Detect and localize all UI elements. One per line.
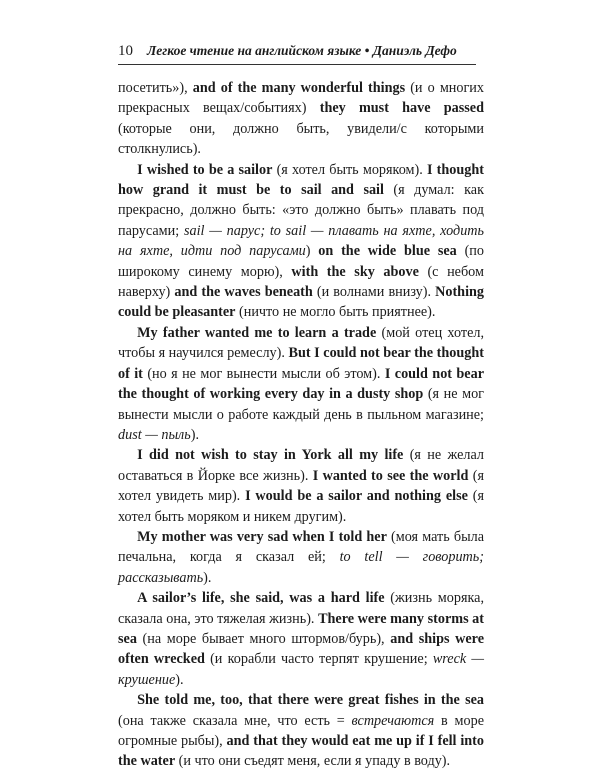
english-phrase: Nothing could be pleasanter bbox=[118, 284, 484, 321]
translation-text: (я хотел быть моряком). bbox=[272, 161, 427, 178]
english-phrase: and of the many wonderful things bbox=[192, 80, 406, 96]
translation-text: посетить»), bbox=[118, 80, 193, 96]
paragraph bbox=[118, 323, 484, 445]
english-phrase: I wished to be a sailor bbox=[137, 161, 273, 178]
translation-text: ). bbox=[190, 426, 199, 443]
vocabulary-note: встречаются bbox=[351, 712, 435, 729]
paragraph bbox=[118, 445, 484, 527]
translation-text: ). bbox=[175, 671, 184, 688]
translation-text: (жизнь моряка, сказала она, это тяжелая жизнь). bbox=[118, 590, 485, 627]
english-phrase: I would be a sailor and nothing else bbox=[245, 488, 468, 505]
translation-text: (я хотел увидеть мир). bbox=[118, 467, 484, 505]
translation-text: (я не желал оставаться в Йорке все жизнь). bbox=[118, 447, 484, 484]
page-header bbox=[118, 40, 476, 65]
english-phrase: I wanted to see the world bbox=[312, 467, 469, 484]
translation-text: в море огромные рыбы), bbox=[118, 712, 484, 749]
vocabulary-note: sail — парус; to sail — плавать на яхте, ходить на яхте, идти под парусами bbox=[118, 222, 484, 260]
translation-text: ) bbox=[305, 243, 319, 260]
translation-text: (и о многих прекрасных вещах/событиях) bbox=[118, 80, 484, 117]
english-phrase: My father wanted me to learn a trade bbox=[137, 324, 377, 341]
translation-text: (на море бывает много штормов/бурь), bbox=[136, 630, 391, 647]
vocabulary-note: dust — пыль bbox=[118, 426, 191, 443]
paragraph bbox=[118, 160, 484, 323]
english-phrase: I thought how grand it must be to sail and sail bbox=[118, 161, 484, 199]
english-phrase: and that they would eat me up if I fell into the water bbox=[118, 733, 484, 770]
translation-text: (я не мог вынести мысли о работе каждый день в пыльном магазине; bbox=[118, 386, 484, 423]
translation-text: (но я не мог вынести мысли об этом). bbox=[142, 365, 385, 382]
translation-text: (моя мать была печальна, когда я сказал ей; bbox=[118, 528, 484, 566]
vocabulary-note: wreck — крушение bbox=[118, 651, 484, 688]
english-phrase: She told me, too, that there were great fishes in the sea bbox=[137, 692, 484, 709]
english-phrase: I did not wish to stay in York all my life bbox=[137, 447, 404, 464]
translation-text: (я хотел быть моряком и никем другим). bbox=[118, 488, 484, 525]
english-phrase: A sailor’s life, she said, was a hard life bbox=[137, 590, 385, 607]
translation-text: (и корабли часто терпят крушение; bbox=[204, 651, 433, 668]
english-phrase: they must have passed bbox=[319, 100, 484, 117]
english-phrase: I could not bear the thought of working every day in a dusty shop bbox=[118, 365, 484, 403]
paragraph bbox=[118, 588, 484, 690]
page-body bbox=[118, 78, 484, 772]
english-phrase: There were many storms at sea bbox=[118, 610, 484, 647]
vocabulary-note: to tell — говорить; рассказывать bbox=[118, 549, 484, 586]
translation-text: (с небом наверху) bbox=[118, 263, 484, 301]
translation-text: ). bbox=[203, 569, 212, 586]
paragraph bbox=[118, 690, 484, 772]
translation-text: (которые они, должно быть, увидели/с которыми столкнулись). bbox=[118, 120, 484, 158]
translation-text: (ничто не могло быть приятнее). bbox=[235, 304, 436, 321]
english-phrase: and ships were often wrecked bbox=[118, 630, 484, 668]
translation-text: (я думал: как прекрасно, должно быть: «это должно быть» плавать под парусами; bbox=[118, 182, 484, 239]
english-phrase: with the sky above bbox=[291, 263, 419, 280]
translation-text: (по широкому синему морю), bbox=[118, 243, 484, 280]
translation-text: (мой отец хотел, чтобы я научился ремеслу). bbox=[118, 324, 485, 362]
page-number: 10 bbox=[118, 43, 133, 59]
english-phrase: on the wide blue sea bbox=[318, 243, 457, 260]
translation-text: (и что они съедят меня, если я упаду в воду). bbox=[175, 753, 451, 770]
translation-text: (она также сказала мне, что есть = bbox=[118, 712, 352, 729]
english-phrase: and the waves beneath bbox=[174, 284, 313, 301]
paragraph bbox=[118, 527, 484, 588]
translation-text: (и волнами внизу). bbox=[312, 284, 436, 301]
english-phrase: My mother was very sad when I told her bbox=[137, 528, 387, 545]
paragraph bbox=[118, 78, 484, 160]
english-phrase: But I could not bear the thought of it bbox=[118, 345, 484, 382]
running-title: Легкое чтение на английском языке • Даниэль Дефо bbox=[147, 43, 457, 58]
